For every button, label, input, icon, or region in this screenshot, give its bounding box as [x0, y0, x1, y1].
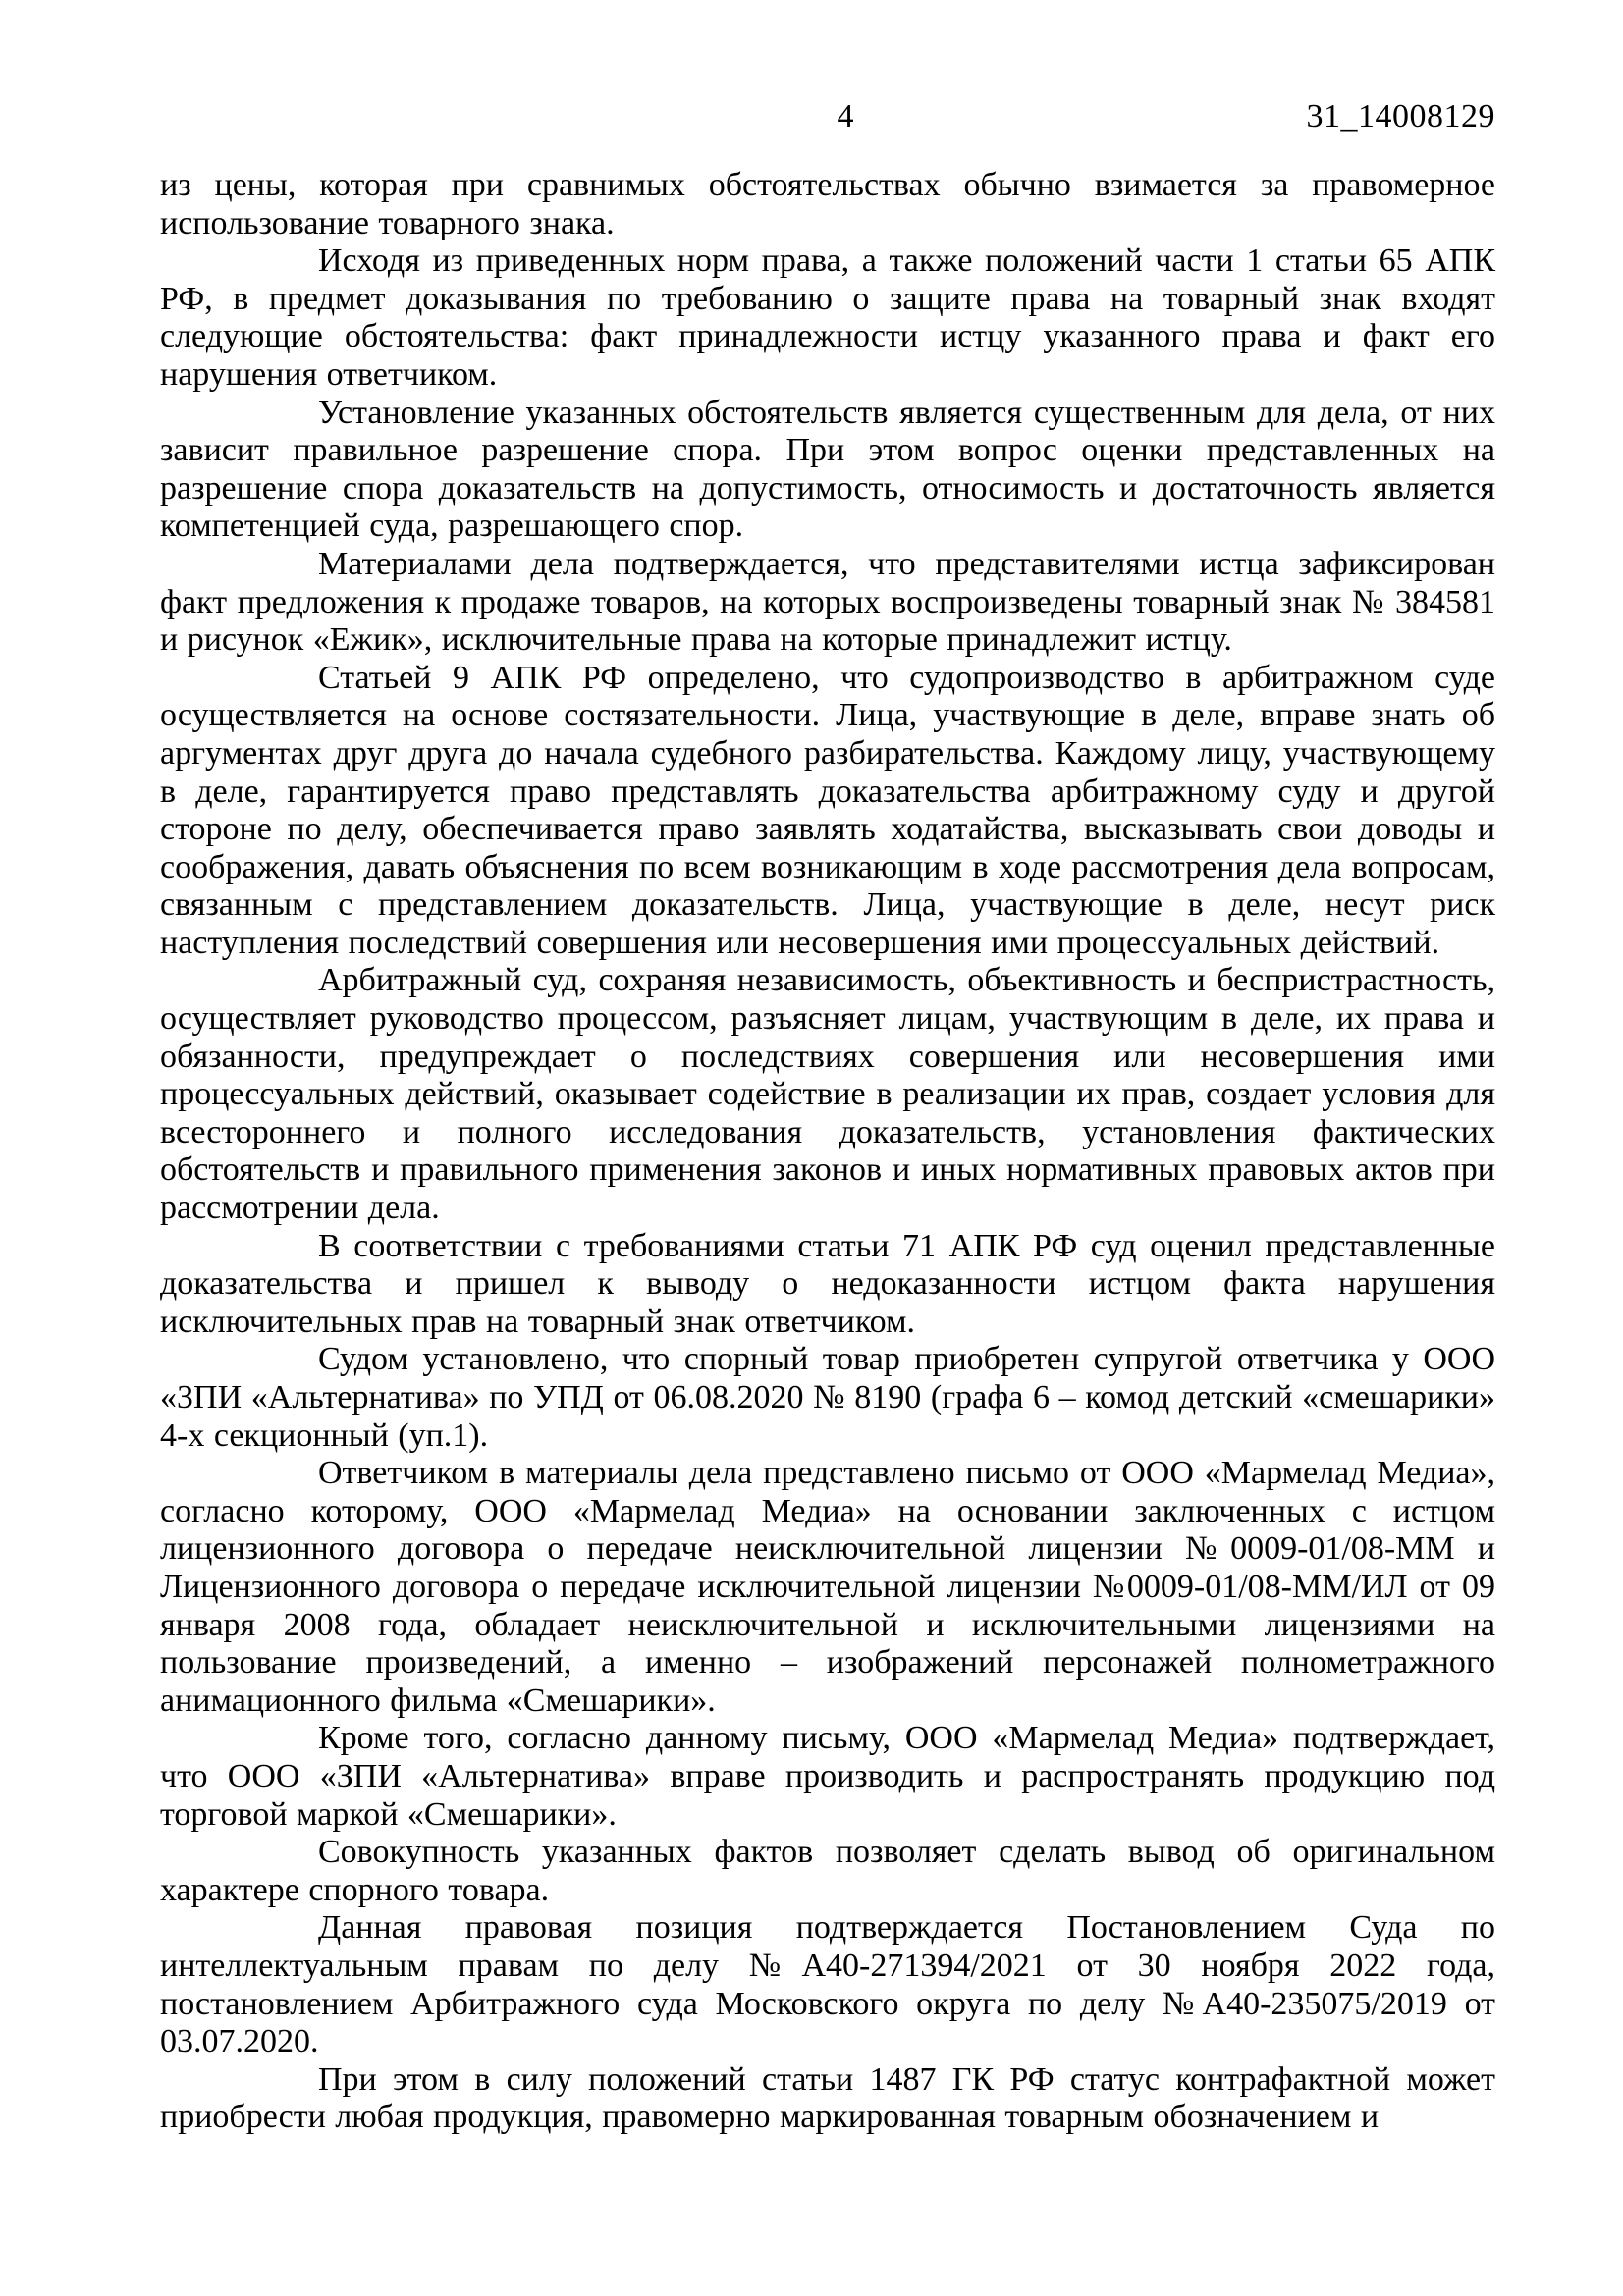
page-header	[160, 98, 1495, 139]
paragraph: Кроме того, согласно данному письму, ООО «Мармелад Медиа» подтверждает, что ООО «ЗПИ «Альтернатива» вправе производить и распространять продукцию под торговой маркой «Смешарики».	[160, 1720, 1495, 1833]
paragraph: Данная правовая позиция подтверждается Постановлением Суда по интеллектуальным правам по делу №А40-271394/2021 от 30 ноября 2022 года, постановлением Арбитражного суда Московского округа по делу №А40-235075/2019 от 03.07.2020.	[160, 1909, 1495, 2060]
paragraph: При этом в силу положений статьи 1487 ГК РФ статус контрафактной может приобрести любая продукция, правомерно маркированная товарным обозначением и	[160, 2060, 1495, 2136]
paragraph: из цены, которая при сравнимых обстоятельствах обычно взимается за правомерное использование товарного знака.	[160, 167, 1495, 241]
paragraph: Судом установлено, что спорный товар приобретен супругой ответчика у ООО «ЗПИ «Альтернатива» по УПД от 06.08.2020 № 8190 (графа 6 – комод детский «смешарики» 4-х секционный (уп.1).	[160, 1341, 1495, 1454]
document-id: 31_14008129	[1306, 98, 1495, 134]
paragraph: Арбитражный суд, сохраняя независимость, объективность и беспристрастность, осуществляет руководство процессом, разъясняет лицам, участвующим в деле, их права и обязанности, предупреждает о последствиях совершения или несовершения ими процессуальных действий, оказывает содействие в реализации их прав, создает условия для всестороннего и полного исследования доказательств, установления фактических обстоятельств и правильного применения законов и иных нормативных правовых актов при рассмотрении дела.	[160, 962, 1495, 1227]
paragraph: Статьей 9 АПК РФ определено, что судопроизводство в арбитражном суде осуществляется на основе состязательности. Лица, участвующие в деле, вправе знать об аргументах друг друга до начала судебного разбирательства. Каждому лицу, участвующему в деле, гарантируется право представлять доказательства арбитражному суду и другой стороне по делу, обеспечивается право заявлять ходатайства, высказывать свои доводы и соображения, давать объяснения по всем возникающим в ходе рассмотрения дела вопросам, связанным с представлением доказательств. Лица, участвующие в деле, несут риск наступления последствий совершения или несовершения ими процессуальных действий.	[160, 659, 1495, 961]
page-number: 4	[837, 98, 854, 134]
paragraph: Исходя из приведенных норм права, а также положений части 1 статьи 65 АПК РФ, в предмет доказывания по требованию о защите права на товарный знак входят следующие обстоятельства: факт принадлежности истцу указанного права и факт его нарушения ответчиком.	[160, 242, 1495, 393]
paragraph: Ответчиком в материалы дела представлено письмо от ООО «Мармелад Медиа», согласно которому, ООО «Мармелад Медиа» на основании заключенных с истцом лицензионного договора о передаче неисключительной лицензии №0009-01/08-ММ и Лицензионного договора о передаче исключительной лицензии №0009-01/08-ММ/ИЛ от 09 января 2008 года, обладает неисключительной и исключительными лицензиями на пользование произведений, а именно – изображений персонажей полнометражного анимационного фильма «Смешарики».	[160, 1455, 1495, 1719]
paragraph: Совокупность указанных фактов позволяет сделать вывод об оригинальном характере спорного товара.	[160, 1834, 1495, 1908]
paragraph: Материалами дела подтверждается, что представителями истца зафиксирован факт предложения к продаже товаров, на которых воспроизведены товарный знак № 384581 и рисунок «Ежик», исключительные права на которые принадлежит истцу.	[160, 545, 1495, 659]
paragraph: В соответствии с требованиями статьи 71 АПК РФ суд оценил представленные доказательства и пришел к выводу о недоказанности истцом факта нарушения исключительных прав на товарный знак ответчиком.	[160, 1227, 1495, 1340]
paragraph: Установление указанных обстоятельств является существенным для дела, от них зависит правильное разрешение спора. При этом вопрос оценки представленных на разрешение спора доказательств на допустимость, относимость и достаточность является компетенцией суда, разрешающего спор.	[160, 394, 1495, 545]
document-body	[160, 167, 1495, 2137]
